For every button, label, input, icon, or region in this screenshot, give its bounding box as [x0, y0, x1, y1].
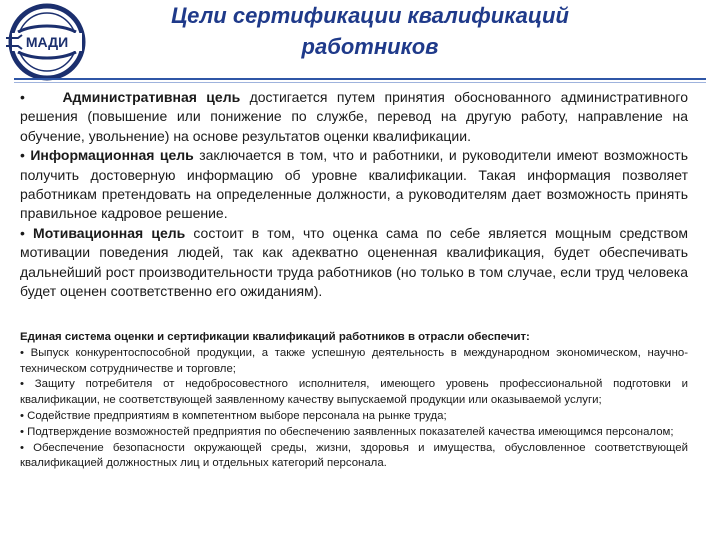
goal-administrative — [20, 88, 688, 146]
goal-informational — [20, 146, 688, 224]
system-item: • Защиту потребителя от недобросовестного исполнителя, имеющего уровень профессиональной подготовки и квалификации, не соответствующей заявленному качеству выпускаемой продукции или оказываемой услуги; — [20, 378, 688, 407]
system-item: • Выпуск конкурентоспособной продукции, а также успешную деятельность в международном экономическом, научно-техническом сотрудничестве и торговле; — [20, 346, 688, 375]
title-line-1: Цели сертификации квалификаций — [171, 3, 569, 28]
logo-text: МАДИ — [25, 34, 69, 50]
goal-text: состоит в том, что оценка сама по себе является мощным средством мотивации поведения людей, так как адекватно оцененная квалификация, будет обеспечивать дальнейший рост производительности труда работников (но только в том случае, если труд человека будет оценен соответственно его ожиданиям). — [20, 224, 689, 300]
goals-section — [20, 88, 688, 301]
system-item: • Обеспечение безопасности окружающей среды, жизни, здоровья и имущества, обусловленное соответствующей квалификацией должностных лиц и отдельных категорий персонала. — [20, 441, 688, 470]
goal-term: Административная цель — [62, 89, 241, 105]
system-heading — [20, 330, 688, 346]
title-line-2: работников — [301, 34, 439, 59]
bullet: • — [20, 147, 25, 164]
goal-text: заключается в том, что и работники, и руководители имеют возможность получить достоверную информацию об уровне квалификации. Такая информация позволяет работникам претендовать на определенные должности, а руководителям дает возможность принять правильное кадровое решение. — [20, 147, 689, 222]
bullet: • — [20, 89, 25, 105]
title-divider-thin — [14, 82, 706, 83]
page-title — [110, 0, 630, 62]
goal-text: достигается путем принятия обоснованного административного решения (повышение или понижение по службе, перевод на другую работу, направление на обучение, увольнение) на основе результатов оценки квалификации. — [20, 89, 689, 144]
goal-motivational — [20, 224, 688, 302]
goal-term: Информационная цель — [30, 147, 194, 164]
system-item: • Подтверждение возможностей предприятия по обеспечению заявленных показателей качества имеющимся персоналом; — [20, 425, 674, 438]
system-section — [20, 330, 688, 472]
system-heading-text: Единая система оценки и сертификации квалификаций работников в отрасли обеспечит: — [20, 331, 530, 343]
system-item: • Содействие предприятиям в компетентном выборе персонала на рынке труда; — [20, 409, 447, 422]
bullet: • — [20, 224, 25, 241]
title-divider — [14, 78, 706, 80]
madi-logo — [4, 2, 90, 82]
goal-term: Мотивационная цель — [33, 224, 186, 241]
